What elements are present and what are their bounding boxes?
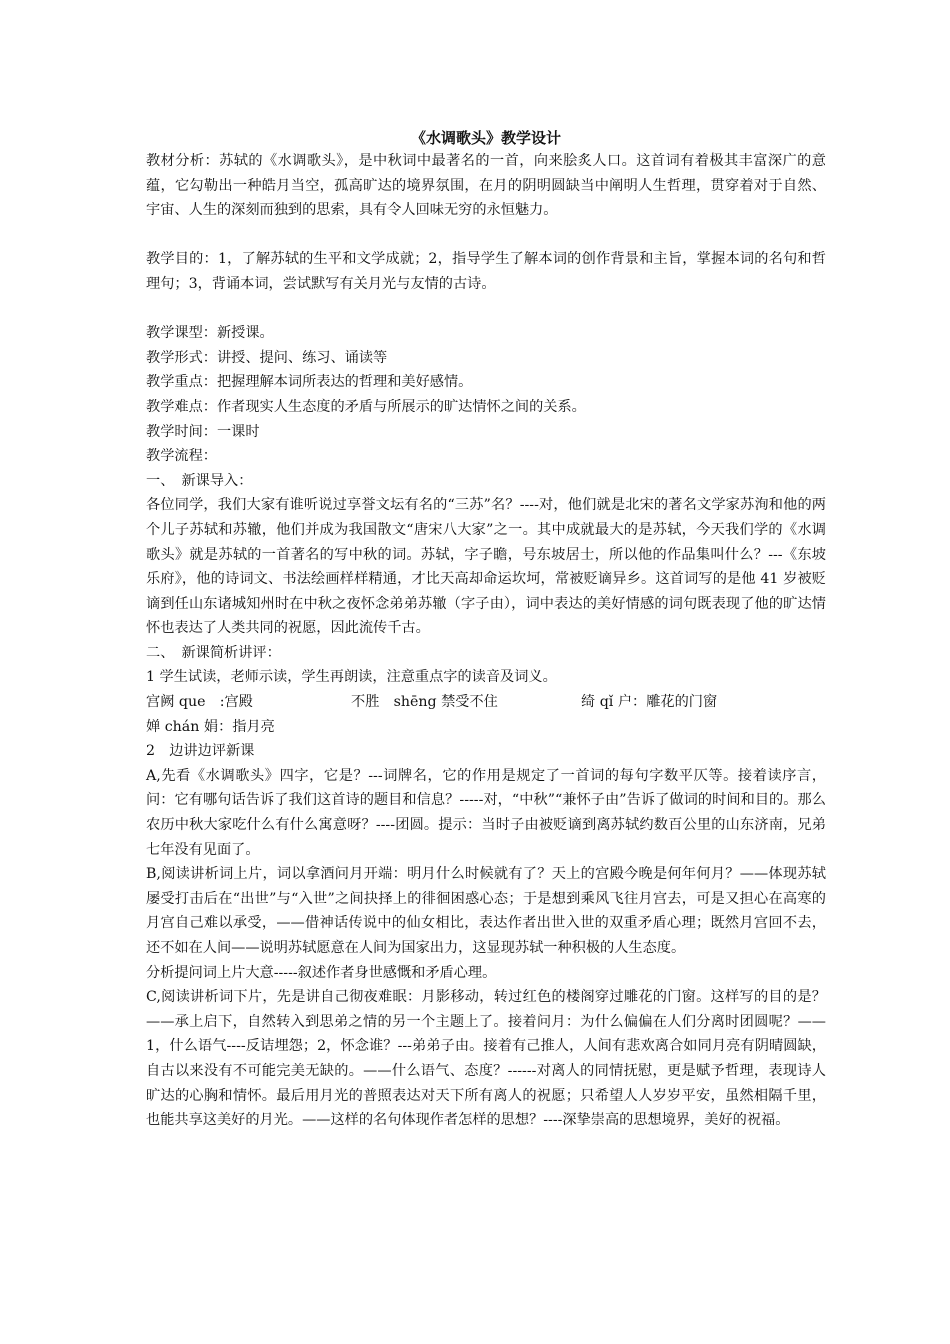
key-point: 教学重点：把握理解本词所表达的哲理和美好感情。: [146, 374, 473, 391]
part-c: C,阅读讲析词下片，先是讲自己彻夜难眠：月影移动，转过红色的楼阁穿过雕花的门窗。这样写的目的是？——承上启下，自然转入到思弟之情的另一个主题上了。接着问月：为什么偏偏在人们分离时团圆呢？——1，什么语气----反诘埋怨；2，怀念谁？---弟弟子由。接着有己推人，人间有悲欢离合如同月亮有阴晴圆缺，自古以来没有不可能完美无缺的。——什么语气、态度？------对离人的同情抚慰，更是赋予哲理，表现诗人旷达的心胸和情怀。最后用月光的普照表达对天下所有离人的祝愿；只希望人人岁岁平安，虽然相隔千里，也能共享这美好的月光。——这样的名句体现作者怎样的思想？----深挚崇高的思想境界，美好的祝福。: [146, 989, 826, 1129]
teaching-objectives: 教学目的：1，了解苏轼的生平和文学成就；2，指导学生了解本词的创作背景和主旨，掌握本词的名句和哲理句；3，背诵本词，尝试默写有关月光与友情的古诗。: [146, 251, 826, 292]
vocab-row: [146, 690, 826, 715]
section-1-heading: 一、 新课导入：: [146, 472, 253, 489]
step-1: 1 学生试读，老师示读，学生再朗读，注意重点字的读音及词义。: [146, 669, 557, 686]
material-analysis: 教材分析：苏轼的《水调歌头》，是中秋词中最著名的一首，向来脍炙人口。这首词有着极其丰富深广的意蕴，它勾勒出一种皓月当空，孤高旷达的境界氛围，在月的阴明圆缺当中阐明人生哲理，贯穿着对于自然、宇宙、人生的深刻而独到的思索，具有令人回味无穷的永恒魅力。: [146, 153, 826, 219]
vocab-item: 宫阙 que :宫殿: [146, 694, 253, 711]
lesson-form: 教学形式：讲授、提问、练习、诵读等: [146, 349, 388, 366]
vocab-item: 不胜 shēng 禁受不住: [351, 694, 498, 711]
part-b-summary: 分析提问词上片大意-----叙述作者身世感慨和矛盾心理。: [146, 964, 497, 981]
blank-line: [146, 297, 826, 322]
part-b: B,阅读讲析词上片，词以拿酒问月开端：明月什么时候就有了？天上的宫殿今晚是何年何月？——体现苏轼屡受打击后在“出世”与“入世”之间抉择上的徘徊困惑心态；于是想到乘风飞往月宫去，可是又担心在高寒的月宫自己难以承受，——借神话传说中的仙女相比，表达作者出世入世的双重矛盾心理；既然月宫回不去，还不如在人间——说明苏轼愿意在人间为国家出力，这显现苏轼一种积极的人生态度。: [146, 866, 826, 956]
document-page: [146, 128, 826, 1133]
vocab-item: 婵 chán 娟：指月亮: [146, 718, 275, 735]
lesson-type: 教学课型：新授课。: [146, 325, 274, 342]
vocab-item: 绮 qǐ 户：雕花的门窗: [581, 694, 718, 711]
process-heading: 教学流程：: [146, 448, 217, 465]
blank-line: [146, 223, 826, 248]
section-1-text: 各位同学，我们大家有谁听说过享誉文坛有名的“三苏”名？----对，他们就是北宋的著名文学家苏洵和他的两个儿子苏轼和苏辙，他们并成为我国散文“唐宋八大家”之一。其中成就最大的是苏轼，今天我们学的《水调歌头》就是苏轼的一首著名的写中秋的词。苏轼，字子瞻，号东坡居士，所以他的作品集叫什么？---《东坡乐府》，他的诗词文、书法绘画样样精通，才比天高却命运坎坷，常被贬谪异乡。这首词写的是他 41 岁被贬谪到任山东诸城知州时在中秋之夜怀念弟弟苏辙（字子由），词中表达的美好情感的词句既表现了他的旷达情怀也表达了人类共同的祝愿，因此流传千古。: [146, 497, 826, 637]
section-2-heading: 二、 新课简析讲评：: [146, 644, 281, 661]
part-a: A,先看《水调歌头》四字，它是？---词牌名，它的作用是规定了一首词的每句字数平仄等。接着读序言，问：它有哪句话告诉了我们这首诗的题目和信息？-----对，“中秋”“兼怀子由”告诉了做词的时间和目的。那么农历中秋大家吃什么有什么寓意呀？----团圆。提示：当时子由被贬谪到离苏轼约数百公里的山东济南，兄弟七年没有见面了。: [146, 767, 826, 858]
step-2: 2 边讲边评新课: [146, 743, 255, 760]
document-title: 《水调歌头》教学设计: [410, 129, 561, 147]
lesson-time: 教学时间：一课时: [146, 423, 260, 440]
difficulty: 教学难点：作者现实人生态度的矛盾与所展示的旷达情怀之间的关系。: [146, 398, 586, 415]
